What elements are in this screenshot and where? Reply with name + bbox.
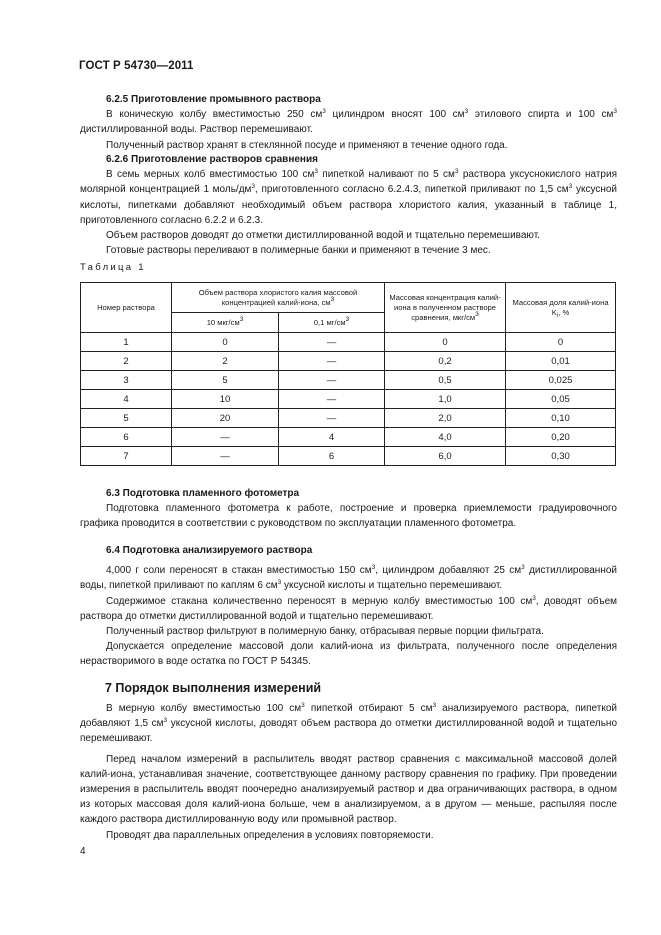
table-cell: 2,0: [385, 409, 506, 428]
paragraph: 4,000 г соли переносят в стакан вместимостью 150 $см^3$, цилиндром добавляют 25 $см^3$ дистиллированной воды, пипеткой приливают по каплям 6 $см^3$ уксусной кислоты и тщательно перемешивают.: [80, 564, 617, 592]
header-cell-number: Номер раствора: [81, 283, 172, 333]
section-6-4: [80, 543, 617, 670]
section-6-2-5: [80, 92, 617, 153]
table-cell: —: [172, 447, 279, 466]
table-cell: 0,2: [385, 352, 506, 371]
table-cell: 2: [81, 352, 172, 371]
table-cell: 6: [279, 447, 385, 466]
table-cell: 0: [506, 333, 616, 352]
header-cell-mass-fraction: Массовая доля калий-иона $K_i$, %: [506, 283, 616, 333]
table-cell: 0,30: [506, 447, 616, 466]
table-cell: 0,5: [385, 371, 506, 390]
paragraph: Допускается определение массовой доли калий-иона из фильтрата, полученного после определения нерастворимого в воде остатка по ГОСТ Р 54345.: [80, 641, 617, 668]
table-cell: —: [279, 333, 385, 352]
paragraph: Полученный раствор хранят в стеклянной посуде и применяют в течение одного года.: [106, 139, 508, 151]
document-header: ГОСТ Р 54730—2011: [79, 60, 194, 72]
table-cell: 20: [172, 409, 279, 428]
table-cell: —: [279, 352, 385, 371]
header-cell-10-mcg: 10 мкг/$см^3$: [172, 313, 279, 333]
table-cell: 6: [81, 428, 172, 447]
paragraph: Готовые растворы переливают в полимерные банки и применяют в течение 3 мес.: [106, 245, 491, 257]
table-cell: 1: [81, 333, 172, 352]
table-row: [81, 352, 616, 371]
paragraph: Подготовка пламенного фотометра к работе, построение и проверка приемлемости градуировочного графика проводится в соответствии с руководством по эксплуатации пламенного фотометра.: [80, 503, 617, 530]
table-cell: 6,0: [385, 447, 506, 466]
table-cell: 0,01: [506, 352, 616, 371]
table-cell: —: [279, 371, 385, 390]
table-cell: 0,10: [506, 409, 616, 428]
table-cell: 3: [81, 371, 172, 390]
table-cell: —: [279, 409, 385, 428]
paragraph: В семь мерных колб вместимостью 100 $см^3$ пипеткой наливают по 5 $см^3$ раствора уксуснокислого натрия молярной концентрацией 1 моль/$дм^3$, приготовленного согласно 6.2.4.3, пипеткой приливают по 1,5 $см^3$ уксусной кислоты, пипетками добавляют необходимый объем раствора хлористого калия, указанный в таблице 1, приготовленного согласно 6.2.2 и 6.2.3.: [80, 168, 617, 226]
table-cell: 10: [172, 390, 279, 409]
table-cell: 4: [81, 390, 172, 409]
section-heading: 6.3 Подготовка пламенного фотометра: [106, 488, 300, 499]
header-cell-0-1-mg: 0,1 $мг/см^3$: [279, 313, 385, 333]
table-row: [81, 428, 616, 447]
table-cell: 5: [81, 409, 172, 428]
data-table: [80, 282, 616, 466]
section-heading: 6.2.5 Приготовление промывного раствора: [106, 94, 321, 105]
table-cell: 4: [279, 428, 385, 447]
paragraph: В мерную колбу вместимостью 100 $см^3$ пипеткой отбирают 5 $см^3$ анализируемого раствора, пипеткой добавляют 1,5 $см^3$ уксусной кислоты, доводят объем раствора до отметки дистиллированной водой и тщательно перемешивают.: [80, 702, 618, 745]
section-6-2-6: [80, 152, 617, 258]
table-cell: 5: [172, 371, 279, 390]
section-6-3: [80, 486, 617, 532]
header-cell-volume: Объем раствора хлористого калия массовой концентрацией калий-иона, $см^3$: [172, 283, 385, 313]
table-cell: 0,05: [506, 390, 616, 409]
table-row: [81, 447, 616, 466]
header-cell-mass-concentration: Массовая концентрация калий-иона в полученном растворе сравнения, мкг/$см^3$: [385, 283, 506, 333]
paragraph: В коническую колбу вместимостью 250 $см^3$ цилиндром вносят 100 $см^3$ этилового спирта и 100 $см^3$ дистиллированной воды. Раствор перемешивают.: [80, 108, 617, 136]
table-cell: 0,025: [506, 371, 616, 390]
table-cell: —: [279, 390, 385, 409]
table-row: [81, 409, 616, 428]
paragraph: Объем растворов доводят до отметки дистиллированной водой и тщательно перемешивают.: [106, 230, 540, 242]
table-cell: —: [172, 428, 279, 447]
table-cell: 0,20: [506, 428, 616, 447]
table-cell: 7: [81, 447, 172, 466]
table-row: [81, 371, 616, 390]
section-heading: 6.4 Подготовка анализируемого раствора: [106, 545, 313, 556]
paragraph: Проводят два параллельных определения в условиях повторяемости.: [106, 829, 434, 841]
table-cell: 0: [385, 333, 506, 352]
table-caption: Таблица 1: [80, 262, 146, 273]
section-heading-7: 7 Порядок выполнения измерений: [105, 681, 322, 695]
page-number: 4: [80, 846, 86, 857]
table-cell: 0: [172, 333, 279, 352]
section-heading: 6.2.6 Приготовление растворов сравнения: [106, 154, 318, 165]
table-row: [81, 333, 616, 352]
paragraph: Перед началом измерений в распылитель вводят раствор сравнения с максимальной массовой долей калий-иона, устанавливая значение, соответствующее данному раствору сравнения по графику. При проведении измерения в распылитель вводят поочередно анализируемый раствор и два ограничивающих раствора, в одном из которых массовая доля калий-иона больше, чем в анализируемом, а в другом — меньше, распыляя после каждого раствора дистиллированную воду или промывной раствор.: [80, 753, 617, 826]
table-cell: 2: [172, 352, 279, 371]
section-7: [80, 701, 617, 843]
table-cell: 1,0: [385, 390, 506, 409]
paragraph: Полученный раствор фильтруют в полимерную банку, отбрасывая первые порции фильтрата.: [106, 626, 544, 638]
paragraph: Содержимое стакана количественно переносят в мерную колбу вместимостью 100 $см^3$, доводят объем раствора до отметки дистиллированной водой и тщательно перемешивают.: [80, 594, 618, 622]
table-row: [81, 390, 616, 409]
table-cell: 4,0: [385, 428, 506, 447]
